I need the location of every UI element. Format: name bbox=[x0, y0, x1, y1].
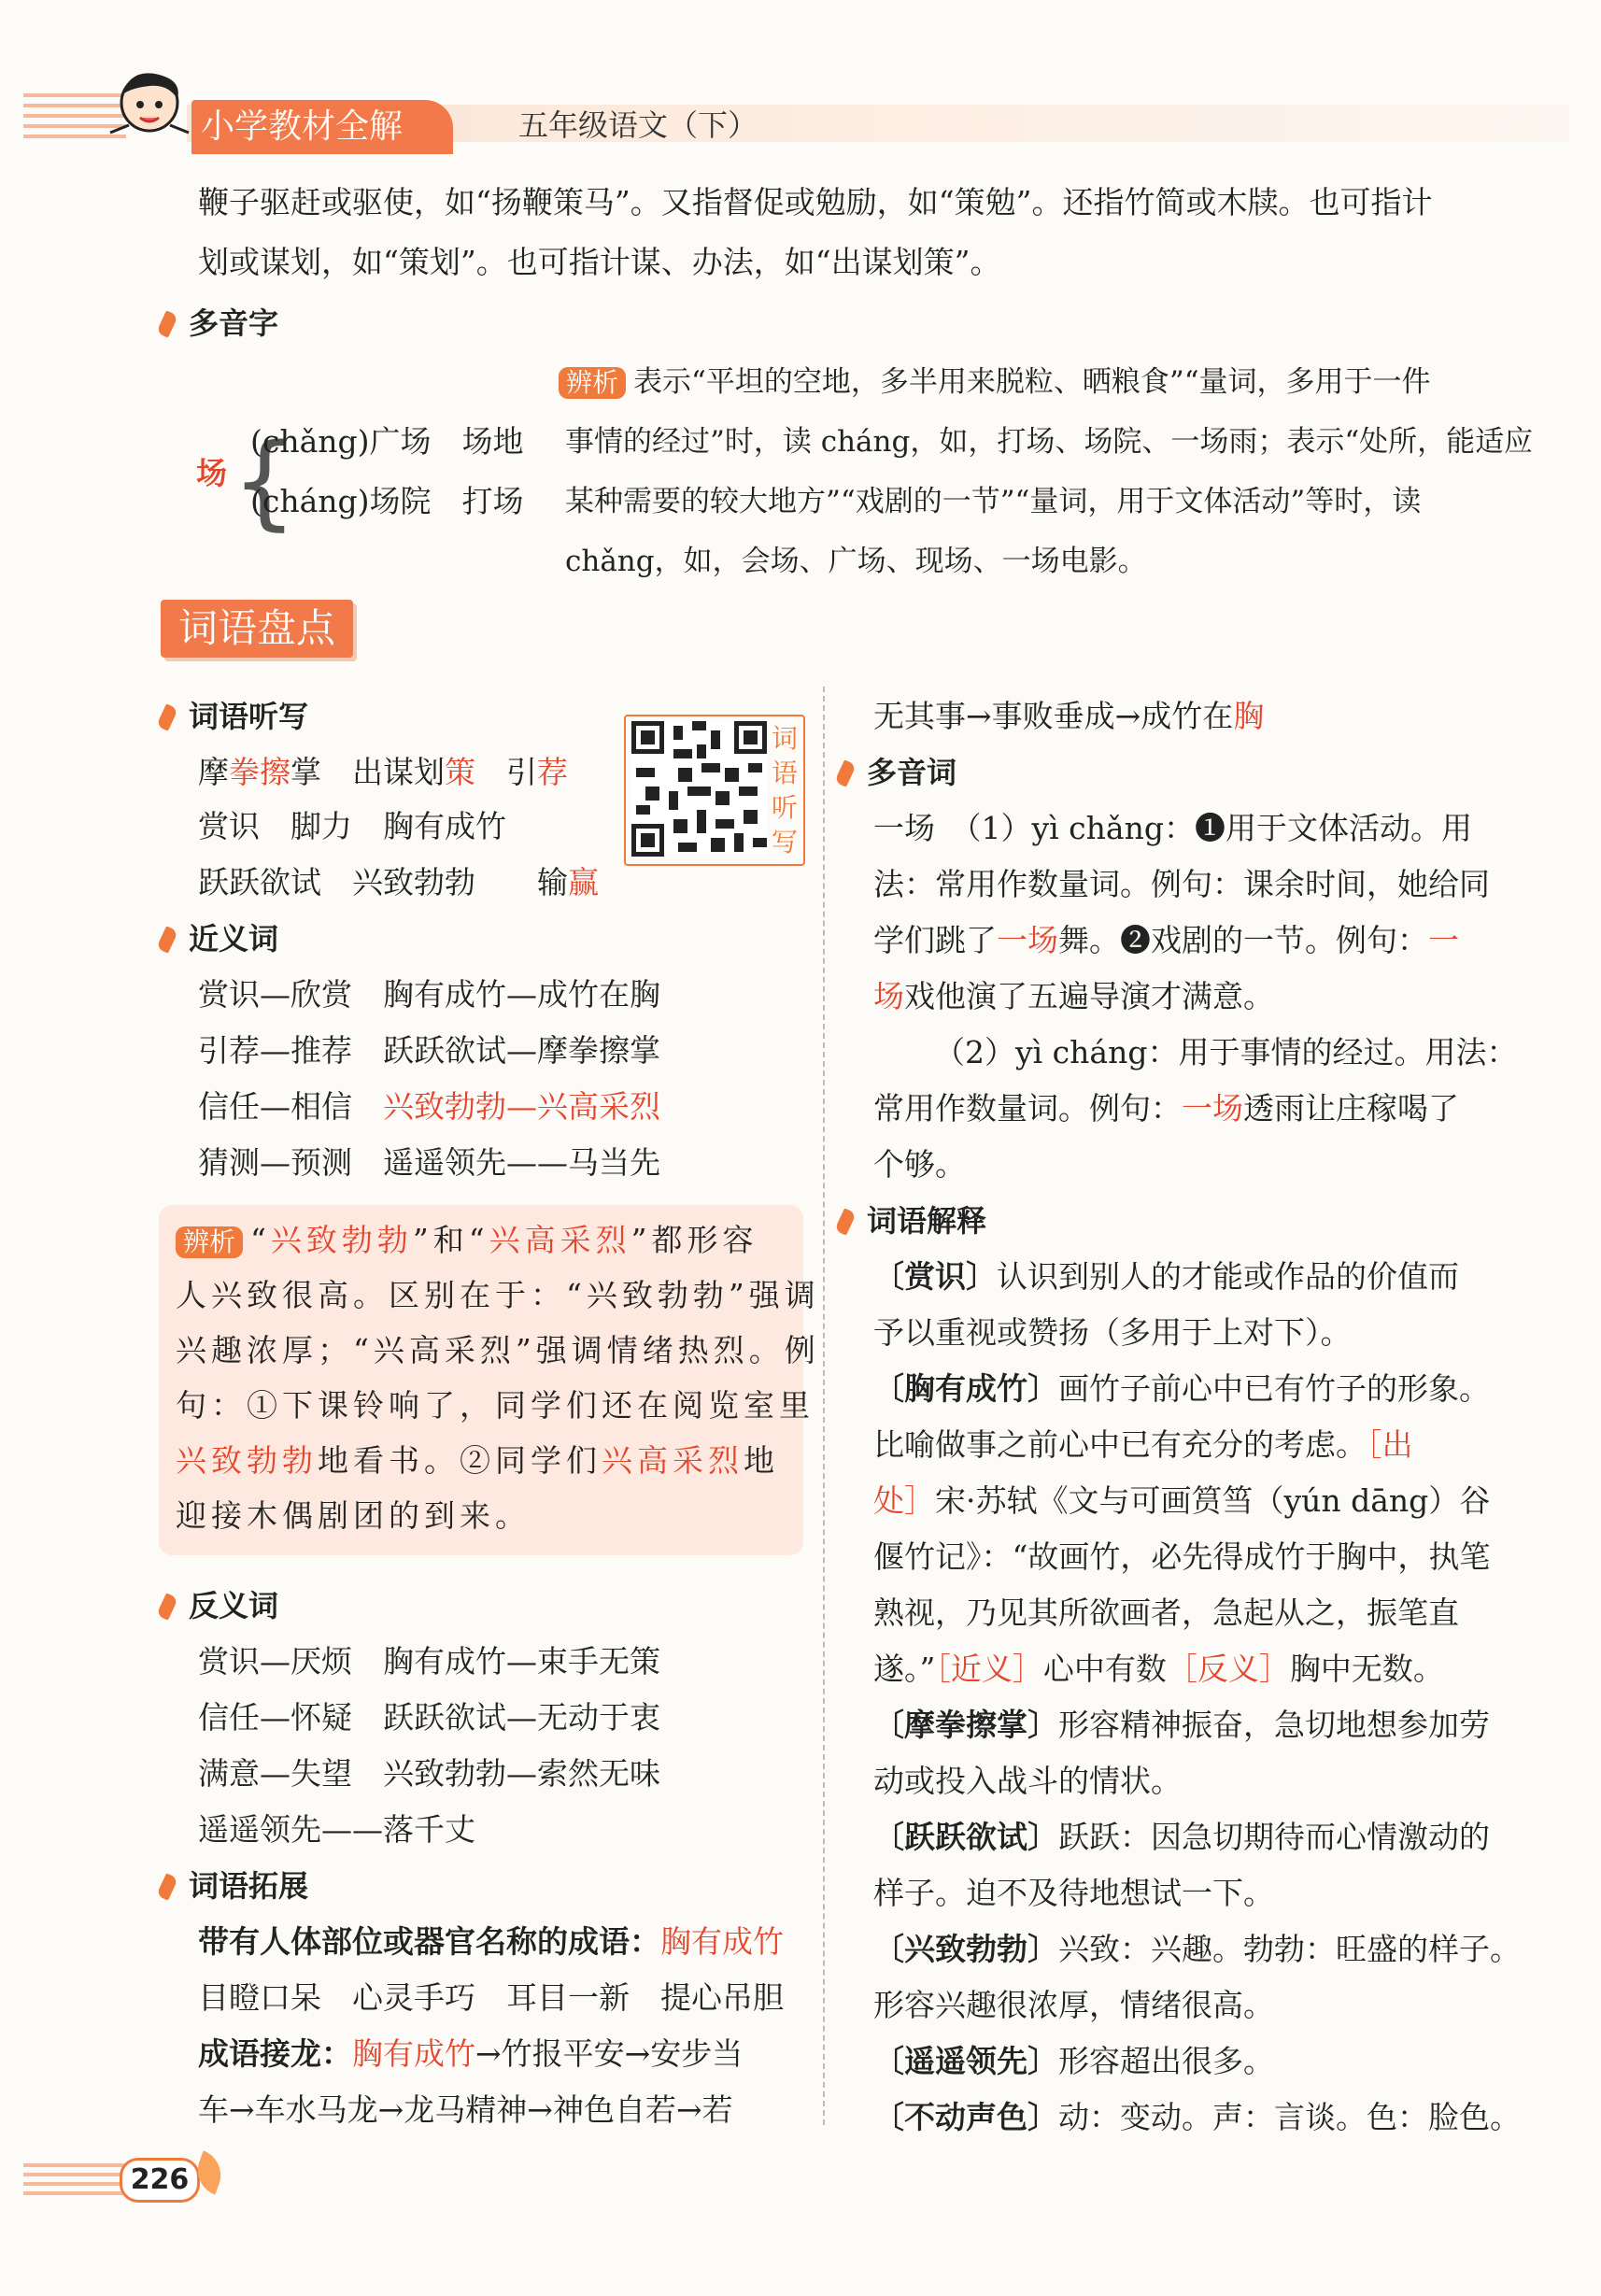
duoyinci-heading: 多音词 bbox=[839, 755, 956, 790]
jinyi-line-3: 信任—相信 兴致勃勃—兴高采烈 bbox=[198, 1088, 660, 1125]
explain-2: 〔胸有成竹〕画竹子前心中已有竹子的形象。 bbox=[873, 1370, 1490, 1407]
duoyinzi-note-3: 某种需要的较大地方”“戏剧的一节”“量词，用于文体活动”等时，读 bbox=[565, 485, 1422, 518]
explain-3: 〔摩拳擦掌〕形容精神振奋，急切地想参加劳 bbox=[873, 1707, 1490, 1743]
chain-continue: 无其事→事败垂成→成竹在胸 bbox=[873, 698, 1265, 734]
explain-3b: 动或投入战斗的情状。 bbox=[873, 1763, 1182, 1799]
explain-2d: 偃竹记》：“故画竹，必先得成竹于胸中，执笔 bbox=[873, 1538, 1491, 1575]
tuozhan-line-4: 车→车水马龙→龙马精神→神色自若→若 bbox=[198, 2091, 733, 2128]
explain-5: 〔兴致勃勃〕兴致：兴趣。勃勃：旺盛的样子。 bbox=[873, 1931, 1521, 1967]
explain-7: 〔不动声色〕动：变动。声：言谈。色：脸色。 bbox=[873, 2099, 1521, 2135]
intro-line-1: 鞭子驱赶或驱使，如“扬鞭策马”。又指督促或勉励，如“策勉”。还指竹简或木牍。也可指计 bbox=[198, 184, 1433, 220]
explain-2f: 遂。”［近义］心中有数［反义］胸中无数。 bbox=[873, 1651, 1444, 1687]
pen-icon bbox=[156, 1593, 178, 1620]
explain-1: 〔赏识〕认识到别人的才能或作品的价值而 bbox=[873, 1258, 1459, 1295]
brace-icon: { bbox=[232, 421, 297, 541]
dyc-line-5: （2）yì cháng：用于事情的经过。用法： bbox=[934, 1034, 1518, 1070]
qr-label: 词语听写 bbox=[772, 723, 799, 857]
pen-icon bbox=[156, 1873, 178, 1900]
bianxi-line-5: 兴致勃勃地看书。②同学们兴高采烈地 bbox=[176, 1442, 779, 1479]
fanyi-line-1: 赏识—厌烦 胸有成竹—束手无策 bbox=[198, 1643, 660, 1679]
column-divider bbox=[823, 687, 825, 2125]
bianxi-badge: 辨析 bbox=[559, 367, 626, 399]
subject-title: 五年级语文（下） bbox=[518, 107, 758, 143]
fanyi-line-4: 遥遥领先——落千丈 bbox=[198, 1811, 475, 1848]
duoyinzi-heading: 多音字 bbox=[161, 305, 278, 341]
tingxie-row-3: 跃跃欲试 兴致勃勃 输赢 bbox=[198, 864, 599, 900]
mascot-icon bbox=[103, 67, 196, 155]
jinyi-heading: 近义词 bbox=[161, 921, 278, 957]
tuozhan-line-3: 成语接龙：胸有成竹→竹报平安→安步当 bbox=[198, 2035, 744, 2072]
tingxie-row-1: 摩拳擦掌 出谋划策 引荐 bbox=[198, 754, 568, 790]
fanyi-line-3: 满意—失望 兴致勃勃—索然无味 bbox=[198, 1755, 660, 1792]
dyc-line-4: 场戏他演了五遍导演才满意。 bbox=[873, 978, 1274, 1014]
pen-icon bbox=[834, 759, 857, 787]
dyc-line-7: 个够。 bbox=[873, 1146, 966, 1183]
bianxi-badge: 辨析 bbox=[176, 1226, 243, 1258]
tingxie-heading: 词语听写 bbox=[161, 699, 308, 734]
duoyinzi-note-2: 事情的经过”时，读 cháng，如，打场、场院、一场雨；表示“处所，能适应 bbox=[565, 425, 1534, 459]
polyphone-char: 场 bbox=[196, 455, 227, 491]
intro-line-2: 划或谋划，如“策划”。也可指计谋、办法，如“出谋划策”。 bbox=[198, 244, 1001, 280]
pen-icon bbox=[156, 310, 178, 337]
section-title: 词语盘点 bbox=[161, 600, 353, 658]
jieshi-heading: 词语解释 bbox=[839, 1203, 986, 1239]
explain-2c: 处］宋·苏轼《文与可画筼筜（yún dāng）谷 bbox=[873, 1482, 1491, 1519]
explain-4b: 样子。迫不及待地想试一下。 bbox=[873, 1875, 1274, 1911]
explain-5b: 形容兴趣很浓厚，情绪很高。 bbox=[873, 1987, 1274, 2023]
tuozhan-line-1: 带有人体部位或器官名称的成语：胸有成竹 bbox=[198, 1923, 784, 1960]
bianxi-line-1: 辨析 “兴致勃勃”和“兴高采烈”都形容 bbox=[176, 1212, 758, 1268]
tingxie-row-2: 赏识 脚力 胸有成竹 bbox=[198, 808, 506, 844]
fanyi-heading: 反义词 bbox=[161, 1588, 278, 1623]
reading-1: (chǎng)广场 场地 bbox=[250, 423, 524, 460]
pen-icon bbox=[834, 1208, 857, 1235]
jinyi-line-4: 猜测—预测 遥遥领先——马当先 bbox=[198, 1144, 660, 1181]
qr-code-icon[interactable] bbox=[631, 721, 767, 860]
duoyinzi-note-1: 辨析 表示“平坦的空地，多半用来脱粒、晒粮食”“量词，多用于一件 bbox=[559, 364, 1431, 400]
bianxi-line-6: 迎接木偶剧团的到来。 bbox=[176, 1497, 531, 1534]
pen-icon bbox=[156, 926, 178, 953]
explain-6: 〔遥遥领先〕形容超出很多。 bbox=[873, 2043, 1274, 2079]
explain-2b: 比喻做事之前心中已有充分的考虑。［出 bbox=[873, 1426, 1413, 1463]
pen-icon bbox=[156, 703, 178, 730]
fanyi-line-2: 信任—怀疑 跃跃欲试—无动于衷 bbox=[198, 1699, 660, 1736]
bianxi-line-4: 句：①下课铃响了，同学们还在阅览室里 bbox=[176, 1387, 815, 1424]
jinyi-line-1: 赏识—欣赏 胸有成竹—成竹在胸 bbox=[198, 976, 660, 1013]
bianxi-line-3: 兴趣浓厚；“兴高采烈”强调情绪热烈。例 bbox=[176, 1332, 820, 1368]
dyc-line-1: 一场 （1）yì chǎng：❶用于文体活动。用 bbox=[873, 810, 1472, 846]
footer-stripes bbox=[23, 2163, 126, 2195]
explain-4: 〔跃跃欲试〕跃跃：因急切期待而心情激动的 bbox=[873, 1819, 1490, 1855]
explain-1b: 予以重视或赞扬（多用于上对下）。 bbox=[873, 1314, 1352, 1351]
dyc-line-3: 学们跳了一场舞。❷戏剧的一节。例句：一 bbox=[873, 922, 1459, 958]
bianxi-line-2: 人兴致很高。区别在于：“兴致勃勃”强调 bbox=[176, 1277, 820, 1313]
series-title: 小学教材全解 bbox=[191, 100, 453, 154]
explain-2e: 熟视，乃见其所欲画者，急起从之，振笔直 bbox=[873, 1594, 1459, 1631]
dyc-line-2: 法：常用作数量词。例句：课余时间，她给同 bbox=[873, 866, 1490, 902]
tuozhan-line-2: 目瞪口呆 心灵手巧 耳目一新 提心吊胆 bbox=[198, 1979, 784, 2016]
reading-2: (cháng)场院 打场 bbox=[250, 483, 524, 519]
tuozhan-heading: 词语拓展 bbox=[161, 1868, 308, 1904]
duoyinzi-note-4: chǎng，如，会场、广场、现场、一场电影。 bbox=[565, 545, 1147, 578]
jinyi-line-2: 引荐—推荐 跃跃欲试—摩拳擦掌 bbox=[198, 1032, 660, 1069]
page-number: 226 bbox=[120, 2158, 200, 2203]
dyc-line-6: 常用作数量词。例句：一场透雨让庄稼喝了 bbox=[873, 1090, 1459, 1127]
